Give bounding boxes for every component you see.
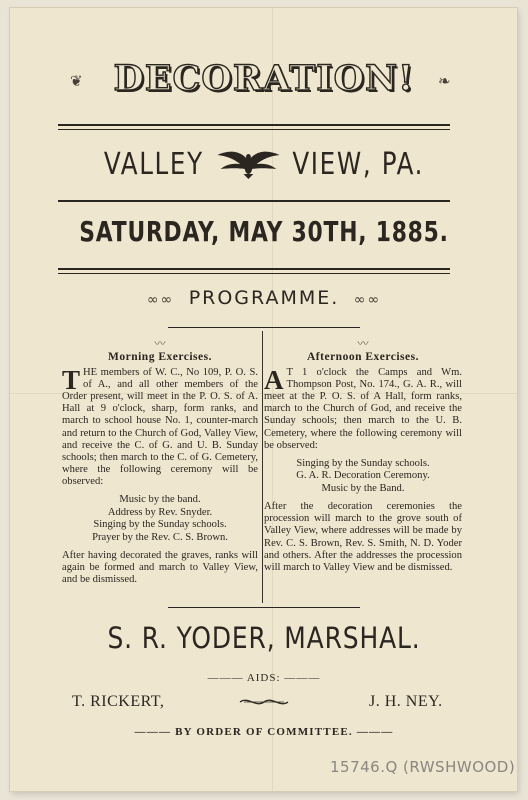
place-row <box>48 142 481 186</box>
afternoon-ceremony-item: Singing by the Sunday schools. <box>296 457 430 469</box>
swash-right-icon: ∞∞ <box>347 292 382 308</box>
place-left: VALLEY <box>103 146 204 182</box>
dash-left-icon: ——— <box>207 672 244 684</box>
rule-mid-2-thin <box>58 273 450 274</box>
afternoon-drop-cap: A <box>264 365 284 396</box>
afternoon-ceremony-list <box>264 458 462 496</box>
dash-right-icon: ——— <box>284 672 321 684</box>
afternoon-ceremony-item: Music by the Band. <box>321 482 405 494</box>
morning-paragraph <box>62 367 258 488</box>
morning-drop-cap: T <box>62 365 81 396</box>
programme-heading-row <box>0 287 528 309</box>
afternoon-paragraph-text: T 1 o'clock the Camps and Wm. Thompson Post, No. 174., G. A. R., will meet at the P. O. S. of A Hall, form ranks, march to the Church of God, and receive the Sunday schools; then march to the U. B. Cemetery, where the following ceremony will be observed: <box>264 367 462 451</box>
morning-column <box>62 339 258 586</box>
morning-ceremony-item: Music by the band. <box>119 494 201 506</box>
afternoon-ceremony-item: G. A. R. Decoration Ceremony. <box>296 470 430 482</box>
afternoon-column <box>264 339 462 574</box>
aid-left: T. RICKERT, <box>72 693 165 710</box>
morning-ceremony-item: Prayer by the Rev. C. S. Brown. <box>92 531 228 543</box>
morning-ceremony-item: Address by Rev. Snyder. <box>107 506 213 518</box>
fleuron-right-icon: ❧ <box>438 74 451 90</box>
dash-left-icon: ——— <box>134 726 172 738</box>
morning-ceremony-list <box>62 494 258 544</box>
headline-title: DECORATION! <box>113 58 415 99</box>
morning-closing: After having decorated the graves, ranks will again be formed and march to Valley View, and be dismissed. <box>62 550 258 586</box>
event-date: SATURDAY, MAY 30TH, 1885. <box>79 215 449 248</box>
aid-right: J. H. NEY. <box>369 693 443 710</box>
afternoon-heading: Afternoon Exercises. <box>307 351 419 363</box>
rule-mid-1 <box>58 200 450 202</box>
afternoon-paragraph <box>264 367 462 452</box>
aids-row <box>0 672 528 684</box>
scroll-ornament-icon <box>238 695 290 709</box>
aids-label: AIDS: <box>246 672 281 684</box>
pencil-catalog-note: 15746.Q (RWSHWOOD) <box>330 758 516 776</box>
programme-heading: PROGRAMME. <box>188 287 340 309</box>
column-divider <box>262 331 263 603</box>
afternoon-closing: After the decoration ceremonies the procession will march to the grove south of Valley View, where addresses will be made by Rev. C. S. Brown, Rev. S. Smith, N. D. Yoder and others. After the addresses the procession will march to Valley View and be dismissed. <box>264 501 462 573</box>
swash-left-icon: ∞∞ <box>146 292 181 308</box>
morning-paragraph-text: HE members of W. C., No 109, P. O. S. of A., and all other members of the Order present, will meet in the P. O. S. of A. Hall at 9 o'clock, sharp, form ranks, and march to school house No. 1, counter-march and return to the Church of God, Valley View, and receive the C. of G. and U. B. Sunday schools; then march to the C. of G. Cemetery, where the following ceremony will be observed: <box>62 367 258 487</box>
rule-top <box>58 124 450 126</box>
morning-ceremony-item: Singing by the Sunday schools. <box>93 519 227 531</box>
ornament-afternoon-icon: 〰 <box>357 338 369 350</box>
place-right: VIEW, PA. <box>292 146 425 182</box>
rule-top-thin <box>58 129 450 130</box>
rule-mid-2 <box>58 268 450 270</box>
order-by-committee: BY ORDER OF COMMITTEE. <box>175 726 353 738</box>
ornament-morning-icon: 〰 <box>154 338 166 350</box>
marshal-name: S. R. YODER, MARSHAL. <box>107 621 421 655</box>
rule-programme <box>168 327 360 328</box>
order-row <box>0 726 528 738</box>
eagle-icon <box>215 147 281 181</box>
rule-before-marshal <box>168 607 360 608</box>
dash-right-icon: ——— <box>356 726 394 738</box>
fleuron-left-icon: ❦ <box>70 74 83 90</box>
morning-heading: Morning Exercises. <box>108 351 212 363</box>
